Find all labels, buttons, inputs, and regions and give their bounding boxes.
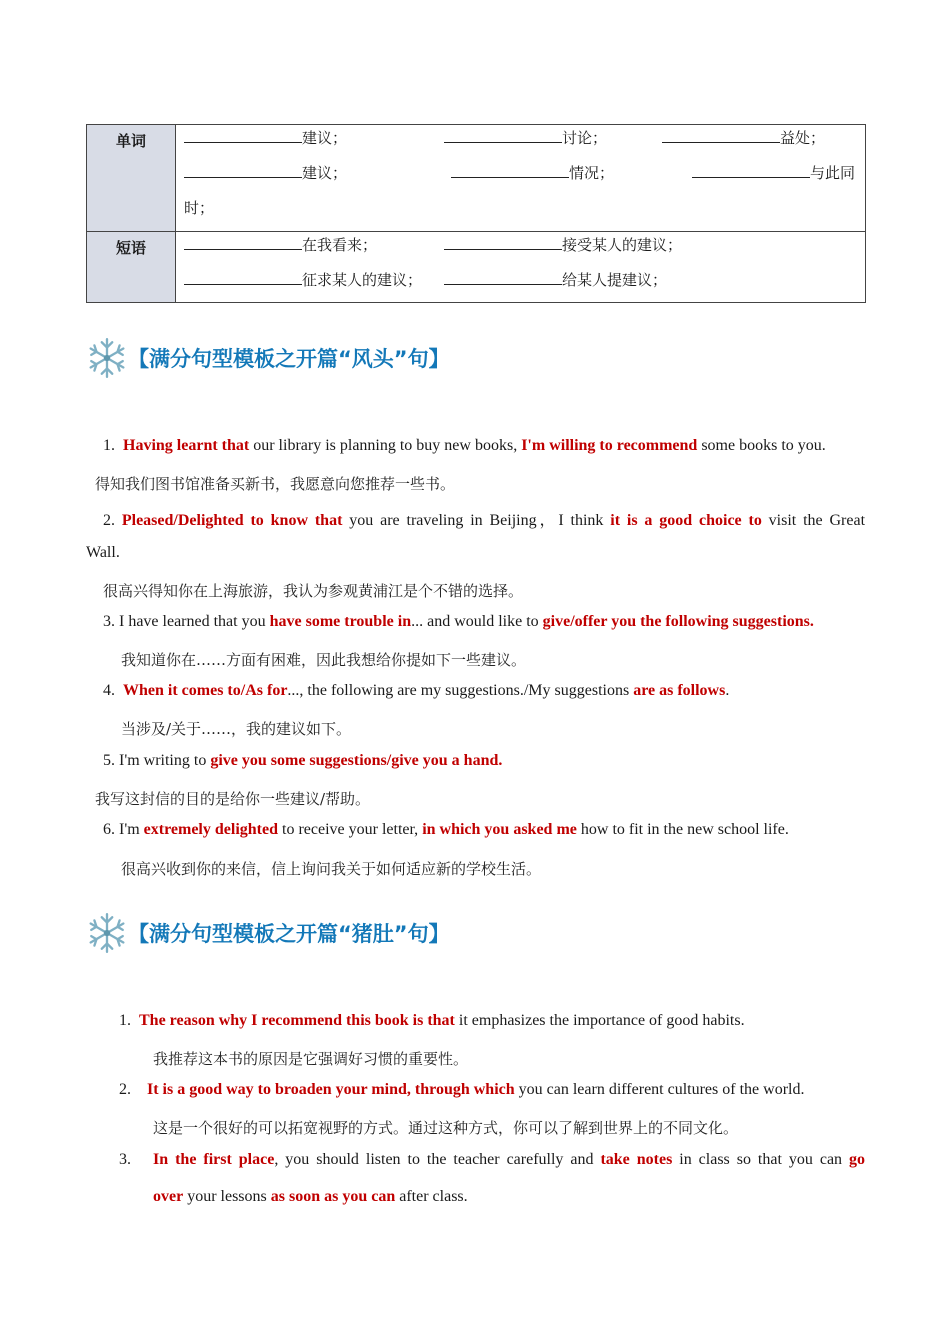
s1-item-4: 4. When it comes to/As for..., the following are my suggestions./My suggestions are as follows. [103, 682, 730, 699]
s1-item-3: 3. I have learned that you have some trouble in... and would like to give/offer you the following suggestions. [103, 613, 814, 630]
word-continuation: 时； [184, 201, 215, 217]
s2-item-1: 1. The reason why I recommend this book is that it emphasizes the importance of good habits. [119, 1012, 745, 1029]
phrase-blank[interactable]: 接受某人的建议； [444, 232, 682, 260]
s1-item-1-translation: 得知我们图书馆准备买新书，我愿意向您推荐一些书。 [95, 475, 456, 493]
words-header: 单词 [87, 125, 176, 232]
s2-item-3-number: 3. [119, 1151, 131, 1168]
word-blank[interactable]: 益处； [662, 125, 825, 153]
section1-heading [86, 336, 450, 380]
s2-item-2-translation: 这是一个很好的可以拓宽视野的方式。通过这种方式，你可以了解到世界上的不同文化。 [153, 1119, 739, 1137]
s1-item-6-translation: 很高兴收到你的来信，信上询问我关于如何适应新的学校生活。 [121, 860, 542, 878]
s2-item-3: In the first place, you should listen to the teacher carefully and take notes in class so that you can go [153, 1151, 866, 1168]
s1-item-2-translation: 很高兴得知你在上海旅游，我认为参观黄浦江是个不错的选择。 [103, 582, 524, 600]
snowflake-icon [86, 912, 128, 954]
s1-item-4-translation: 当涉及/关于……，我的建议如下。 [121, 720, 352, 738]
word-blank[interactable]: 建议； [184, 125, 347, 153]
s2-item-1-translation: 我推荐这本书的原因是它强调好习惯的重要性。 [153, 1050, 469, 1068]
phrase-blank[interactable]: 给某人提建议； [444, 267, 667, 295]
section1-title: 【满分句型模板之开篇“风头”句】 [128, 347, 450, 371]
phrase-blank[interactable]: 征求某人的建议； [184, 267, 422, 295]
word-blank[interactable]: 建议； [184, 160, 347, 188]
s1-item-2: 2. Pleased/Delighted to know that you are traveling in Beijing，I think it is a good choice to visit the Great [103, 512, 866, 529]
s2-item-2: 2. It is a good way to broaden your mind, through which you can learn different cultures of the world. [119, 1081, 805, 1098]
words-cell [176, 125, 866, 232]
word-blank[interactable]: 讨论； [444, 125, 607, 153]
s1-item-3-translation: 我知道你在……方面有困难，因此我想给你提如下一些建议。 [121, 651, 527, 669]
s1-item-1: 1. Having learnt that our library is planning to buy new books, I'm willing to recommend some books to you. [103, 437, 826, 454]
word-blank[interactable]: 情况； [451, 160, 614, 188]
section2-title: 【满分句型模板之开篇“猪肚”句】 [128, 922, 450, 946]
s2-item-3-continuation: over your lessons as soon as you can after class. [153, 1188, 468, 1205]
phrase-blank[interactable]: 在我看来； [184, 232, 377, 260]
s1-item-6: 6. I'm extremely delighted to receive your letter, in which you asked me how to fit in the new school life. [103, 821, 789, 838]
s1-item-5-translation: 我写这封信的目的是给你一些建议/帮助。 [95, 790, 371, 808]
phrases-header: 短语 [87, 232, 176, 303]
phrases-cell [176, 232, 866, 303]
s1-item-2-continuation: Wall. [86, 544, 120, 561]
word-blank[interactable]: 与此同 [692, 160, 855, 188]
vocab-table [86, 124, 866, 303]
snowflake-icon [86, 337, 128, 379]
s1-item-5: 5. I'm writing to give you some suggestions/give you a hand. [103, 752, 503, 769]
section2-heading [86, 911, 450, 955]
